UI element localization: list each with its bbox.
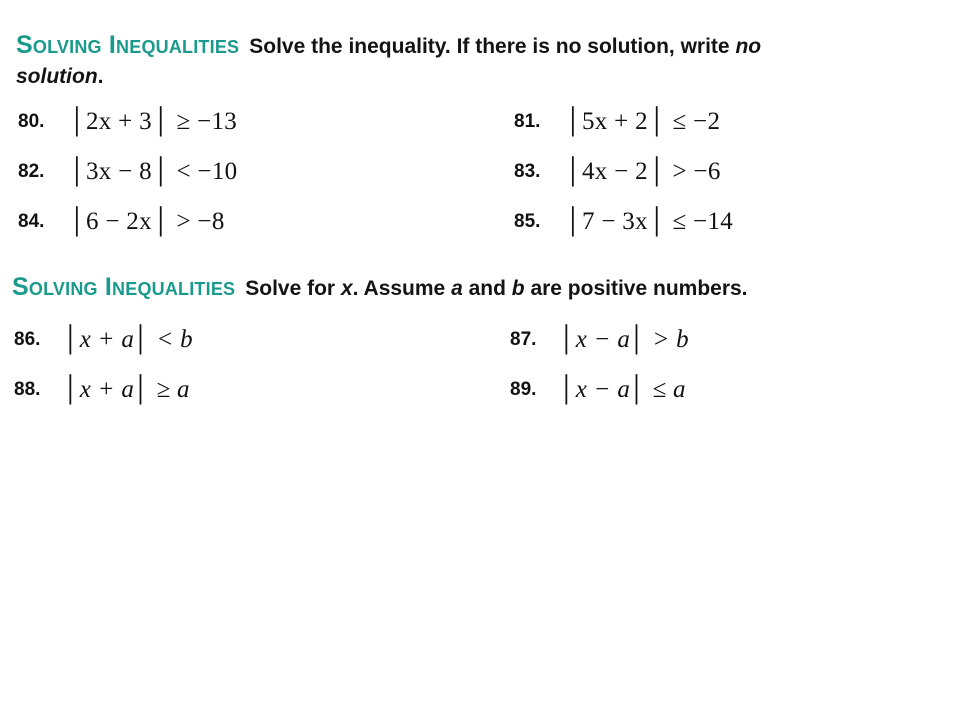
problem-item	[514, 204, 733, 240]
section-heading	[0, 30, 960, 62]
problem-expression: │2x + 3│ ≥ −13	[68, 108, 238, 135]
problem-item	[510, 322, 689, 358]
problem-number: 82.	[18, 161, 45, 182]
problem-item	[14, 372, 190, 408]
problem-number: 84.	[18, 211, 45, 232]
problem-item	[514, 154, 721, 190]
instruction-var-b: b	[511, 277, 525, 300]
instruction-emphasis-2: solution	[16, 65, 98, 88]
instruction-emphasis: no	[735, 35, 762, 58]
problem-number: 88.	[14, 379, 41, 400]
problem-number: 80.	[18, 111, 45, 132]
problem-item	[514, 104, 720, 140]
section-title: Solving Inequalities	[16, 31, 240, 59]
problem-expression: │x − a│ ≤ a	[560, 376, 686, 403]
instruction-text	[245, 277, 747, 300]
problem-number: 81.	[514, 111, 541, 132]
problem-number: 87.	[510, 329, 537, 350]
problem-expression: │4x − 2│ > −6	[564, 158, 721, 185]
section-solving-inequalities-1	[0, 30, 960, 235]
problem-expression: │6 − 2x│ > −8	[68, 208, 225, 235]
problem-item	[14, 322, 193, 358]
section-title: Solving Inequalities	[12, 273, 236, 301]
problem-number: 85.	[514, 211, 541, 232]
problem-item	[18, 104, 237, 140]
problem-expression: │x + a│ < b	[64, 326, 193, 353]
instruction-var-x: x	[340, 277, 353, 300]
problem-item	[18, 204, 225, 240]
instruction-part: Solve for	[245, 277, 341, 300]
problem-number: 89.	[510, 379, 537, 400]
instruction-suffix: .	[97, 65, 104, 88]
problem-expression: │3x − 8│ < −10	[68, 158, 238, 185]
problem-expression: │x + a│ ≥ a	[64, 376, 190, 403]
section-solving-inequalities-2	[0, 272, 960, 403]
instruction-prefix: Solve the inequality. If there is no solution, write	[249, 35, 736, 58]
instruction-part: . Assume	[352, 277, 452, 300]
section-heading-continued	[0, 62, 960, 92]
problem-item	[18, 154, 237, 190]
problem-item	[510, 372, 686, 408]
section-heading	[0, 272, 960, 304]
problem-expression: │x − a│ > b	[560, 326, 689, 353]
instruction-var-a: a	[451, 277, 463, 300]
problem-number: 86.	[14, 329, 41, 350]
problem-expression: │5x + 2│ ≤ −2	[564, 108, 721, 135]
instruction-text	[249, 35, 761, 58]
problem-number: 83.	[514, 161, 541, 182]
instruction-part: and	[462, 277, 512, 300]
instruction-part: are positive numbers.	[524, 277, 748, 300]
problem-expression: │7 − 3x│ ≤ −14	[564, 208, 734, 235]
